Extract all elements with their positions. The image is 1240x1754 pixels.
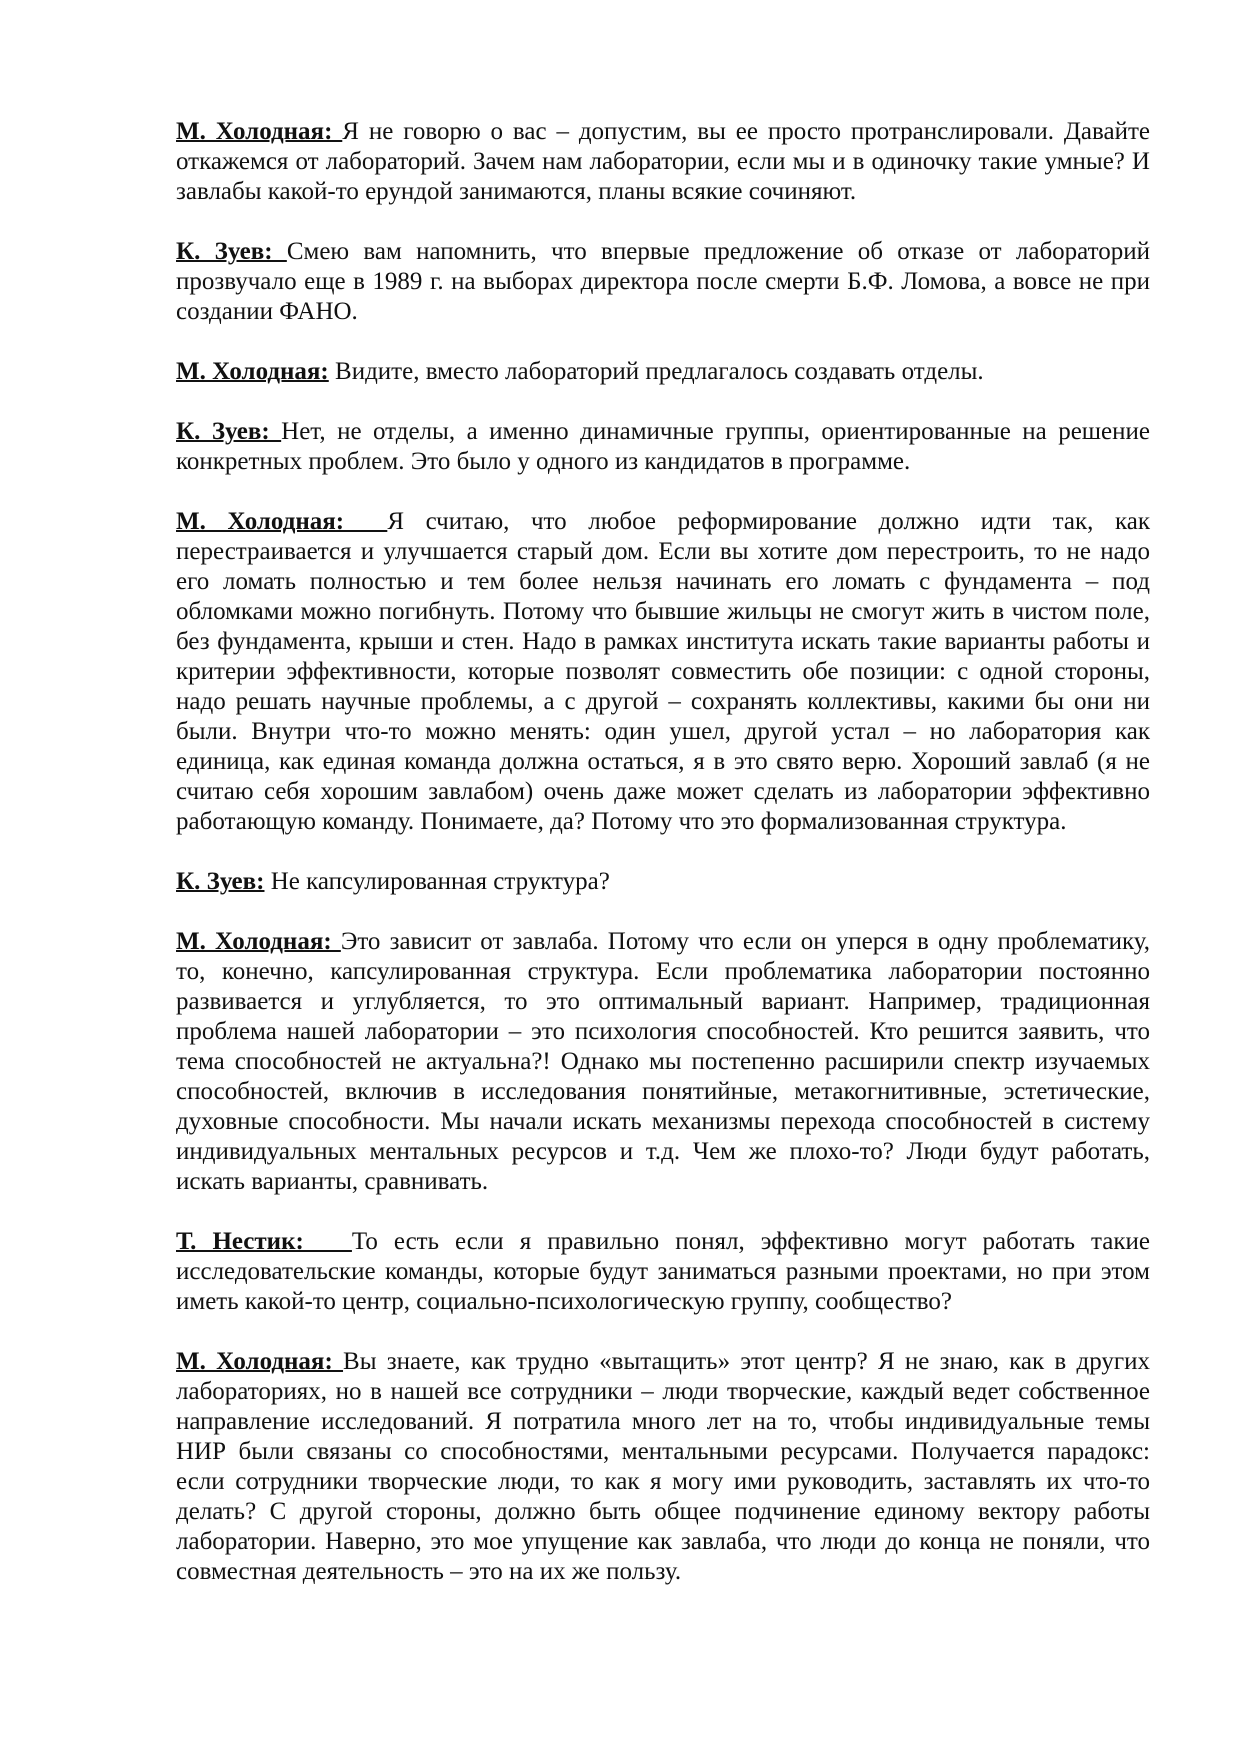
- text-line: [176, 867, 1150, 897]
- line-text: Видите, вместо лабораторий предлагалось создавать отделы.: [328, 358, 984, 385]
- line-text: без фундамента, крыши и стен. Надо в рамках института искать такие варианты работы и: [176, 628, 1150, 655]
- text-line: [176, 657, 1150, 687]
- line-text: направление исследований. Я потратила много лет на то, чтобы индивидуальные темы: [176, 1408, 1150, 1435]
- text-line: [176, 1467, 1150, 1497]
- line-text: лабораториях, но в нашей все сотрудники – люди творческие, каждый ведет собственное: [176, 1378, 1150, 1405]
- line-text: обломками можно погибнуть. Потому что бывшие жильцы не смогут жить в чистом поле,: [176, 598, 1150, 625]
- text-line: [176, 1407, 1150, 1437]
- text-line: [176, 237, 1150, 267]
- text-line: [176, 297, 1150, 327]
- line-text: конкретных проблем. Это было у одного из кандидатов в программе.: [176, 448, 911, 475]
- line-text: способностей, включив в исследования понятийные, метакогнитивные, эстетические,: [176, 1078, 1150, 1105]
- line-text: считаю себя хорошим завлабом) очень даже может сделать из лаборатории эффективно: [176, 778, 1150, 805]
- text-line: [176, 267, 1150, 297]
- line-text: исследовательские команды, которые будут заниматься разными проектами, но при этом: [176, 1258, 1150, 1285]
- line-text: индивидуальных ментальных ресурсов и т.д. Чем же плохо-то? Люди будут работать,: [176, 1138, 1150, 1165]
- speaker-name: М. Холодная:: [176, 928, 341, 955]
- line-text: были. Внутри что-то можно менять: один ушел, другой устал – но лаборатория как: [176, 718, 1150, 745]
- text-line: [176, 177, 1150, 207]
- text-line: [176, 567, 1150, 597]
- line-text: развивается и углубляется, то это оптимальный вариант. Например, традиционная: [176, 988, 1150, 1015]
- line-text: надо решать научные проблемы, а с другой – сохранять коллективы, какими бы они ни: [176, 688, 1150, 715]
- line-text: делать? С другой стороны, должно быть общее подчинение единому вектору работы: [176, 1498, 1150, 1525]
- speaker-name: К. Зуев:: [176, 418, 282, 445]
- speaker-name: Т. Нестик:: [176, 1228, 352, 1255]
- line-text: перестраивается и улучшается старый дом. Если вы хотите дом перестроить, то не надо: [176, 538, 1150, 565]
- text-line: [176, 537, 1150, 567]
- line-text: Это зависит от завлаба. Потому что если он уперся в одну проблематику,: [340, 928, 1150, 955]
- line-text: прозвучало еще в 1989 г. на выборах директора после смерти Б.Ф. Ломова, а вовсе не при: [176, 268, 1150, 295]
- line-text: лаборатории. Наверно, это мое упущение как завлаба, что люди до конца не поняли, что: [176, 1528, 1150, 1555]
- dialogue-paragraph: [176, 417, 1150, 477]
- text-line: [176, 1047, 1150, 1077]
- line-text: завлабы какой-то ерундой занимаются, планы всякие сочиняют.: [176, 178, 857, 205]
- line-text: духовные способности. Мы начали искать механизмы перехода способностей в систему: [176, 1108, 1150, 1135]
- speaker-name: К. Зуев:: [176, 868, 265, 895]
- line-text: Я не говорю о вас – допустим, вы ее просто протранслировали. Давайте: [342, 118, 1150, 145]
- text-line: [176, 957, 1150, 987]
- line-text: Вы знаете, как трудно «вытащить» этот центр? Я не знаю, как в других: [343, 1348, 1150, 1375]
- line-text: искать варианты, сравнивать.: [176, 1168, 489, 1195]
- line-text: НИР были связаны со способностями, ментальными ресурсами. Получается парадокс:: [176, 1438, 1150, 1465]
- text-line: [176, 1017, 1150, 1047]
- text-line: [176, 1167, 1150, 1197]
- line-text: тема способностей не актуальна?! Однако мы постепенно расширили спектр изучаемых: [176, 1048, 1150, 1075]
- dialogue-paragraph: [176, 507, 1150, 837]
- line-text: Я считаю, что любое реформирование должно идти так, как: [387, 508, 1151, 535]
- line-text: работающую команду. Понимаете, да? Потому что это формализованная структура.: [176, 808, 1067, 835]
- speaker-name: М. Холодная:: [176, 358, 329, 385]
- speaker-name: М. Холодная:: [176, 1348, 344, 1375]
- dialogue-paragraph: [176, 1347, 1150, 1587]
- dialogue-paragraph: [176, 1227, 1150, 1317]
- text-line: [176, 357, 1150, 387]
- line-text: То есть если я правильно понял, эффективно могут работать такие: [351, 1228, 1150, 1255]
- text-line: [176, 687, 1150, 717]
- text-line: [176, 117, 1150, 147]
- line-text: совместная деятельность – это на их же пользу.: [176, 1558, 682, 1585]
- line-text: иметь какой-то центр, социально-психологическую группу, сообщество?: [176, 1288, 953, 1315]
- dialogue-paragraph: [176, 357, 1150, 387]
- line-text: критерии эффективности, которые позволят совместить обе позиции: с одной стороны,: [176, 658, 1150, 685]
- text-line: [176, 147, 1150, 177]
- dialogue-paragraph: [176, 927, 1150, 1197]
- line-text: создании ФАНО.: [176, 298, 358, 325]
- text-line: [176, 507, 1150, 537]
- text-line: [176, 1287, 1150, 1317]
- text-line: [176, 717, 1150, 747]
- text-line: [176, 1347, 1150, 1377]
- speaker-name: К. Зуев:: [176, 238, 287, 265]
- text-line: [176, 1077, 1150, 1107]
- line-text: его ломать полностью и тем более нельзя начинать его ломать с фундамента – под: [176, 568, 1150, 595]
- text-line: [176, 627, 1150, 657]
- text-line: [176, 747, 1150, 777]
- text-line: [176, 1227, 1150, 1257]
- dialogue-paragraph: [176, 117, 1150, 207]
- text-line: [176, 447, 1150, 477]
- text-line: [176, 1377, 1150, 1407]
- speaker-name: М. Холодная:: [176, 118, 343, 145]
- dialogue-paragraph: [176, 237, 1150, 327]
- line-text: то, конечно, капсулированная структура. Если проблематика лаборатории постоянно: [176, 958, 1150, 985]
- text-line: [176, 777, 1150, 807]
- line-text: Нет, не отделы, а именно динамичные группы, ориентированные на решение: [281, 418, 1150, 445]
- line-text: проблема нашей лаборатории – это психология способностей. Кто решится заявить, что: [176, 1018, 1150, 1045]
- text-line: [176, 1257, 1150, 1287]
- text-line: [176, 1437, 1150, 1467]
- text-line: [176, 1107, 1150, 1137]
- text-line: [176, 1557, 1150, 1587]
- document-page: [176, 117, 1150, 1617]
- line-text: если сотрудники творческие люди, то как я могу ими руководить, заставлять их что-то: [176, 1468, 1150, 1495]
- text-line: [176, 1497, 1150, 1527]
- text-line: [176, 807, 1150, 837]
- line-text: Не капсулированная структура?: [264, 868, 610, 895]
- text-line: [176, 987, 1150, 1017]
- text-line: [176, 417, 1150, 447]
- line-text: откажемся от лабораторий. Зачем нам лаборатории, если мы и в одиночку такие умные? И: [176, 148, 1150, 175]
- text-line: [176, 927, 1150, 957]
- speaker-name: М. Холодная:: [176, 508, 388, 535]
- dialogue-paragraph: [176, 867, 1150, 897]
- text-line: [176, 1137, 1150, 1167]
- line-text: единица, как единая команда должна остаться, я в это свято верю. Хороший завлаб (я не: [176, 748, 1150, 775]
- text-line: [176, 597, 1150, 627]
- text-line: [176, 1527, 1150, 1557]
- line-text: Смею вам напомнить, что впервые предложение об отказе от лабораторий: [286, 238, 1150, 265]
